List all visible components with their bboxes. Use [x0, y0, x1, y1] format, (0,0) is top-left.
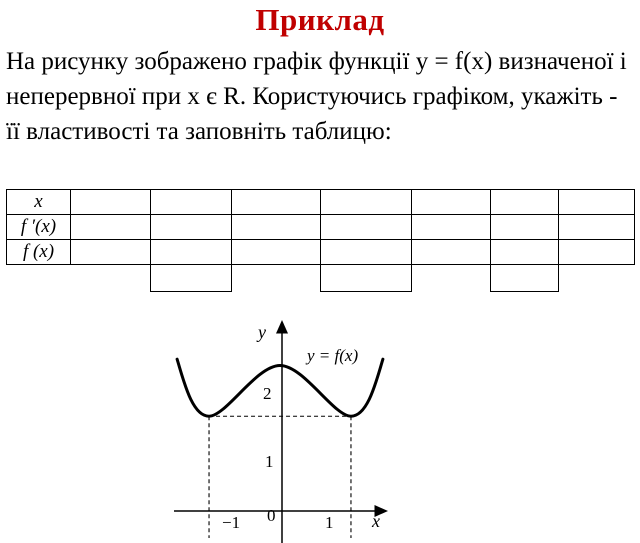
table-cell[interactable] [151, 215, 232, 240]
table-row-derivative [7, 215, 635, 240]
row-label-derivative: f ′(x) [7, 215, 71, 240]
x-tick-1: 1 [325, 513, 334, 532]
table-cell[interactable] [321, 190, 412, 215]
extra-box[interactable] [321, 265, 412, 292]
row-label-x: x [7, 190, 71, 215]
table-cell[interactable] [491, 215, 559, 240]
table-cell[interactable] [491, 190, 559, 215]
y-tick-1: 1 [265, 452, 274, 471]
function-curve [177, 359, 383, 416]
extra-box[interactable] [151, 265, 232, 292]
table-row-x [7, 190, 635, 215]
table-cell[interactable] [151, 190, 232, 215]
function-label: y = f(x) [307, 346, 359, 365]
table-row-function [7, 240, 635, 265]
table-cell[interactable] [232, 240, 321, 265]
y-axis-label: y [258, 322, 266, 342]
table-cell[interactable] [321, 215, 412, 240]
table-cell[interactable] [151, 240, 232, 265]
y-tick-2: 2 [263, 384, 272, 403]
heading: Приклад [255, 2, 385, 37]
table-cell[interactable] [412, 190, 491, 215]
table-cell[interactable] [412, 240, 491, 265]
x-tick-neg1: −1 [222, 513, 241, 532]
extra-box[interactable] [491, 265, 559, 292]
table-cell[interactable] [559, 190, 635, 215]
x-axis-label: x [372, 511, 380, 531]
function-graph [170, 318, 390, 543]
table-cell[interactable] [491, 240, 559, 265]
row-label-function: f (x) [7, 240, 71, 265]
table-cell[interactable] [71, 215, 151, 240]
table-cell[interactable] [321, 240, 412, 265]
table-cell[interactable] [559, 240, 635, 265]
table-cell[interactable] [71, 190, 151, 215]
table-cell[interactable] [412, 215, 491, 240]
table-cell[interactable] [232, 215, 321, 240]
table-cell[interactable] [232, 190, 321, 215]
table-cell[interactable] [559, 215, 635, 240]
task-text: На рисунку зображено графік функції y = f(x) визначеної і неперервної при x є R. Користуючись графіком, укажіть - її властивості та заповніть таблицю: [6, 48, 627, 145]
x-tick-0: 0 [267, 506, 276, 525]
table-row-extra [7, 265, 635, 292]
function-table [6, 189, 635, 292]
table-cell[interactable] [71, 240, 151, 265]
